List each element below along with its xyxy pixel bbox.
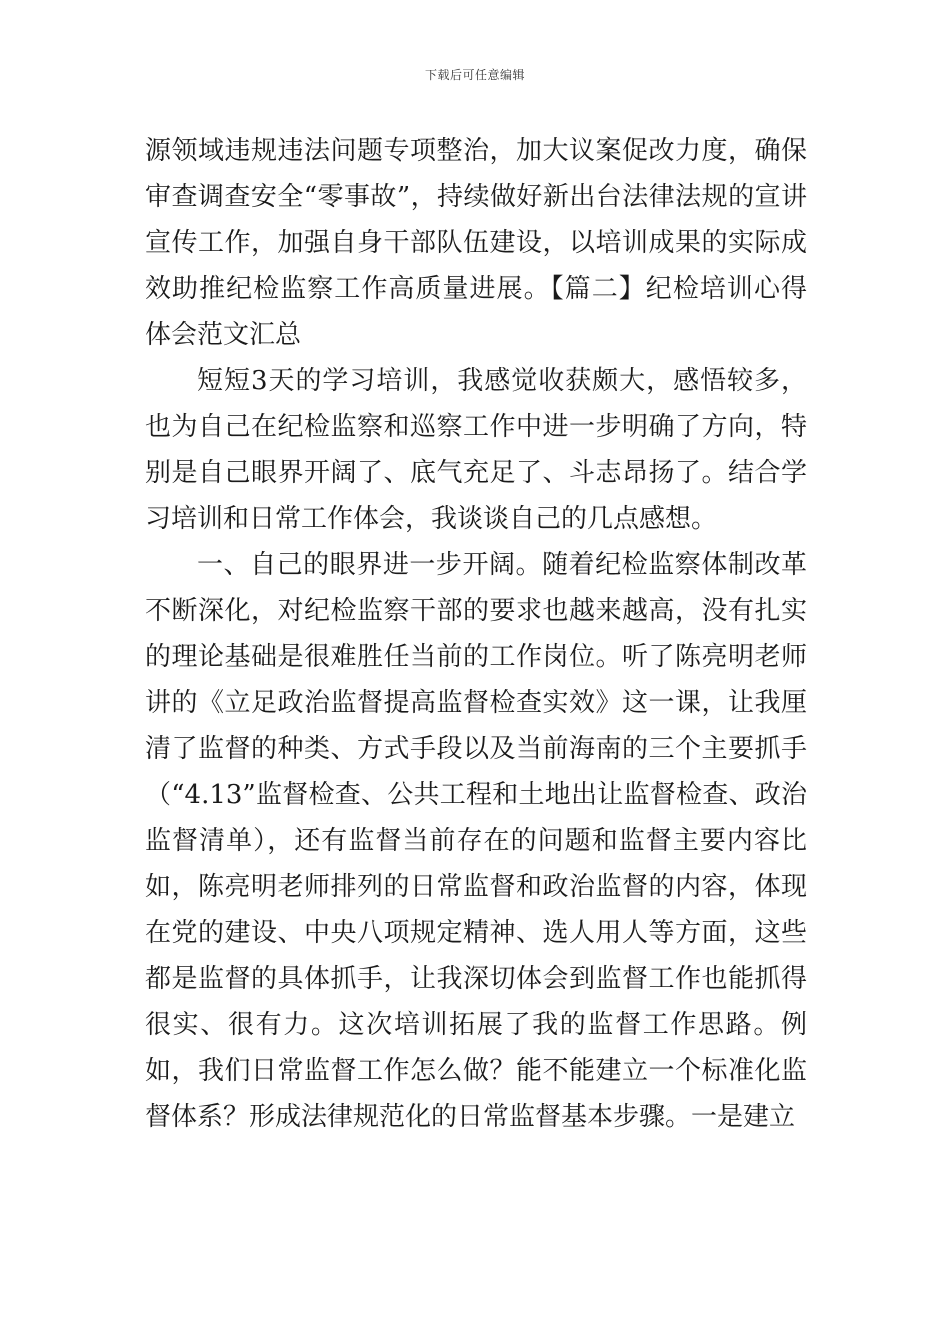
paragraph-3: 一、自己的眼界进一步开阔。随着纪检监察体制改革不断深化，对纪检监察干部的要求也越来越高，没有扎实的理论基础是很难胜任当前的工作岗位。听了陈亮明老师讲的《立足政治监督提高监督检查实效》这一课，让我厘清了监督的种类、方式手段以及当前海南的三个主要抓手（“4.13”监督检查、公共工程和土地出让监督检查、政治监督清单），还有监督当前存在的问题和监督主要内容比如，陈亮明老师排列的日常监督和政治监督的内容，体现在党的建设、中央八项规定精神、选人用人等方面，这些都是监督的具体抓手，让我深切体会到监督工作也能抓得很实、很有力。这次培训拓展了我的监督工作思路。例如，我们日常监督工作怎么做？能不能建立一个标准化监督体系？形成法律规范化的日常监督基本步骤。一是建立 [145,550,807,1132]
page-header: 下载后可任意编辑 [424,68,525,82]
document-body [145,128,807,1140]
paragraph-2: 短短3天的学习培训，我感觉收获颇大，感悟较多，也为自己在纪检监察和巡察工作中进一步明确了方向，特别是自己眼界开阔了、底气充足了、斗志昂扬了。结合学习培训和日常工作体会，我谈谈自己的几点感想。 [145,366,807,534]
paragraph-1: 源领域违规违法问题专项整治，加大议案促改力度，确保审查调查安全“零事故”，持续做好新出台法律法规的宣讲宣传工作，加强自身干部队伍建设，以培训成果的实际成效助推纪检监察工作高质量进展。【篇二】纪检培训心得体会范文汇总 [145,136,807,350]
